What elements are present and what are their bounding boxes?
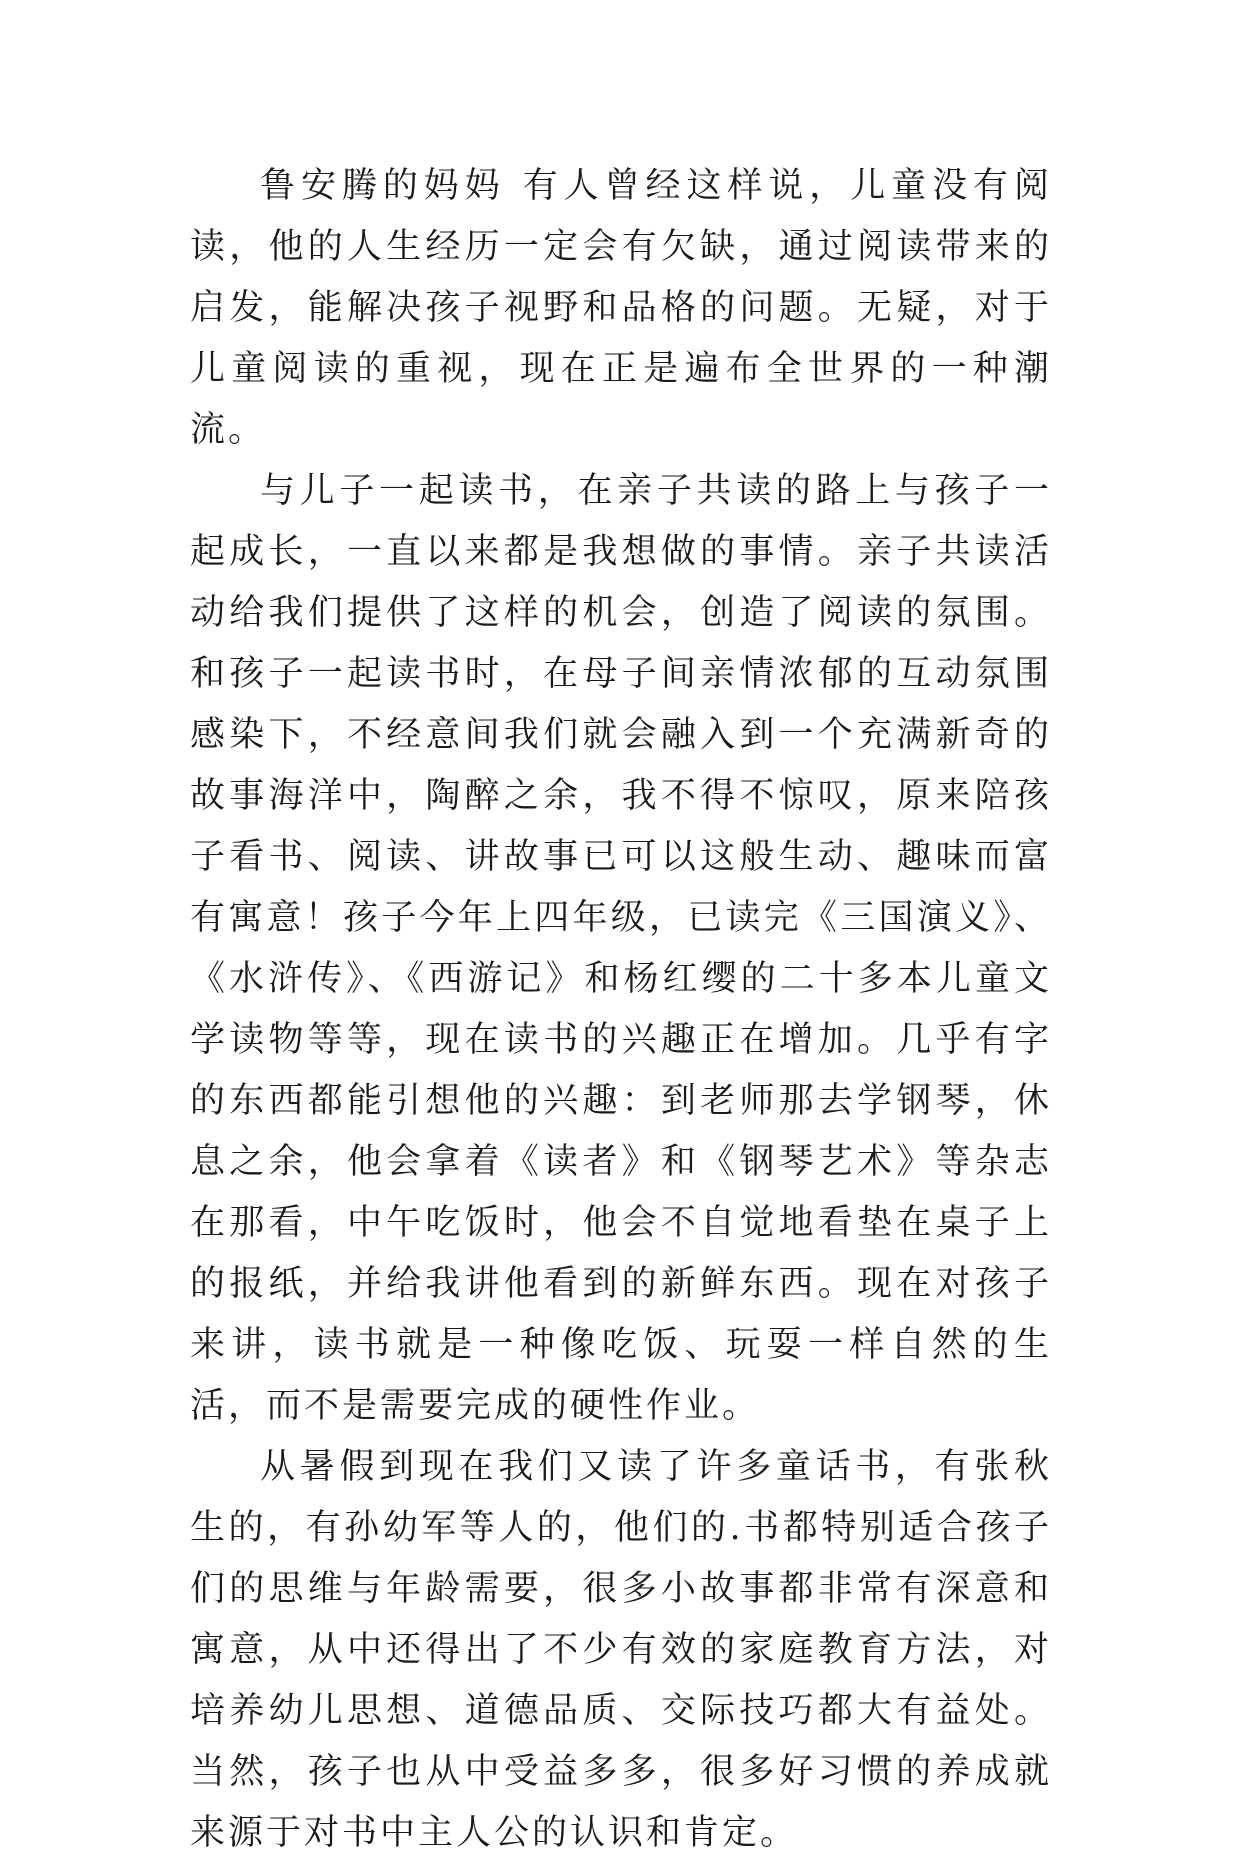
- document-body: [190, 156, 1052, 1864]
- paragraph-2: 与儿子一起读书，在亲子共读的路上与孩子一起成长，一直以来都是我想做的事情。亲子共读活动给我们提供了这样的机会，创造了阅读的氛围。和孩子一起读书时，在母子间亲情浓郁的互动氛围感染下，不经意间我们就会融入到一个充满新奇的故事海洋中，陶醉之余，我不得不惊叹，原来陪孩子看书、阅读、讲故事已可以这般生动、趣味而富有寓意！孩子今年上四年级，已读完《三国演义》、《水浒传》、《西游记》和杨红缨的二十多本儿童文学读物等等，现在读书的兴趣正在增加。几乎有字的东西都能引想他的兴趣：到老师那去学钢琴，休息之余，他会拿着《读者》和《钢琴艺术》等杂志在那看，中午吃饭时，他会不自觉地看垫在桌子上的报纸，并给我讲他看到的新鲜东西。现在对孩子来讲，读书就是一种像吃饭、玩耍一样自然的生活，而不是需要完成的硬性作业。: [190, 471, 1052, 1426]
- paragraph-1: 鲁安腾的妈妈 有人曾经这样说，儿童没有阅读，他的人生经历一定会有欠缺，通过阅读带来的启发，能解决孩子视野和品格的问题。无疑，对于儿童阅读的重视，现在正是遍布全世界的一种潮流。: [190, 166, 1052, 450]
- paragraph-3: 从暑假到现在我们又读了许多童话书，有张秋生的，有孙幼军等人的，他们的.书都特别适合孩子们的思维与年龄需要，很多小故事都非常有深意和寓意，从中还得出了不少有效的家庭教育方法，对培养幼儿思想、道德品质、交际技巧都大有益处。当然，孩子也从中受益多多，很多好习惯的养成就来源于对书中主人公的认识和肯定。: [190, 1447, 1052, 1853]
